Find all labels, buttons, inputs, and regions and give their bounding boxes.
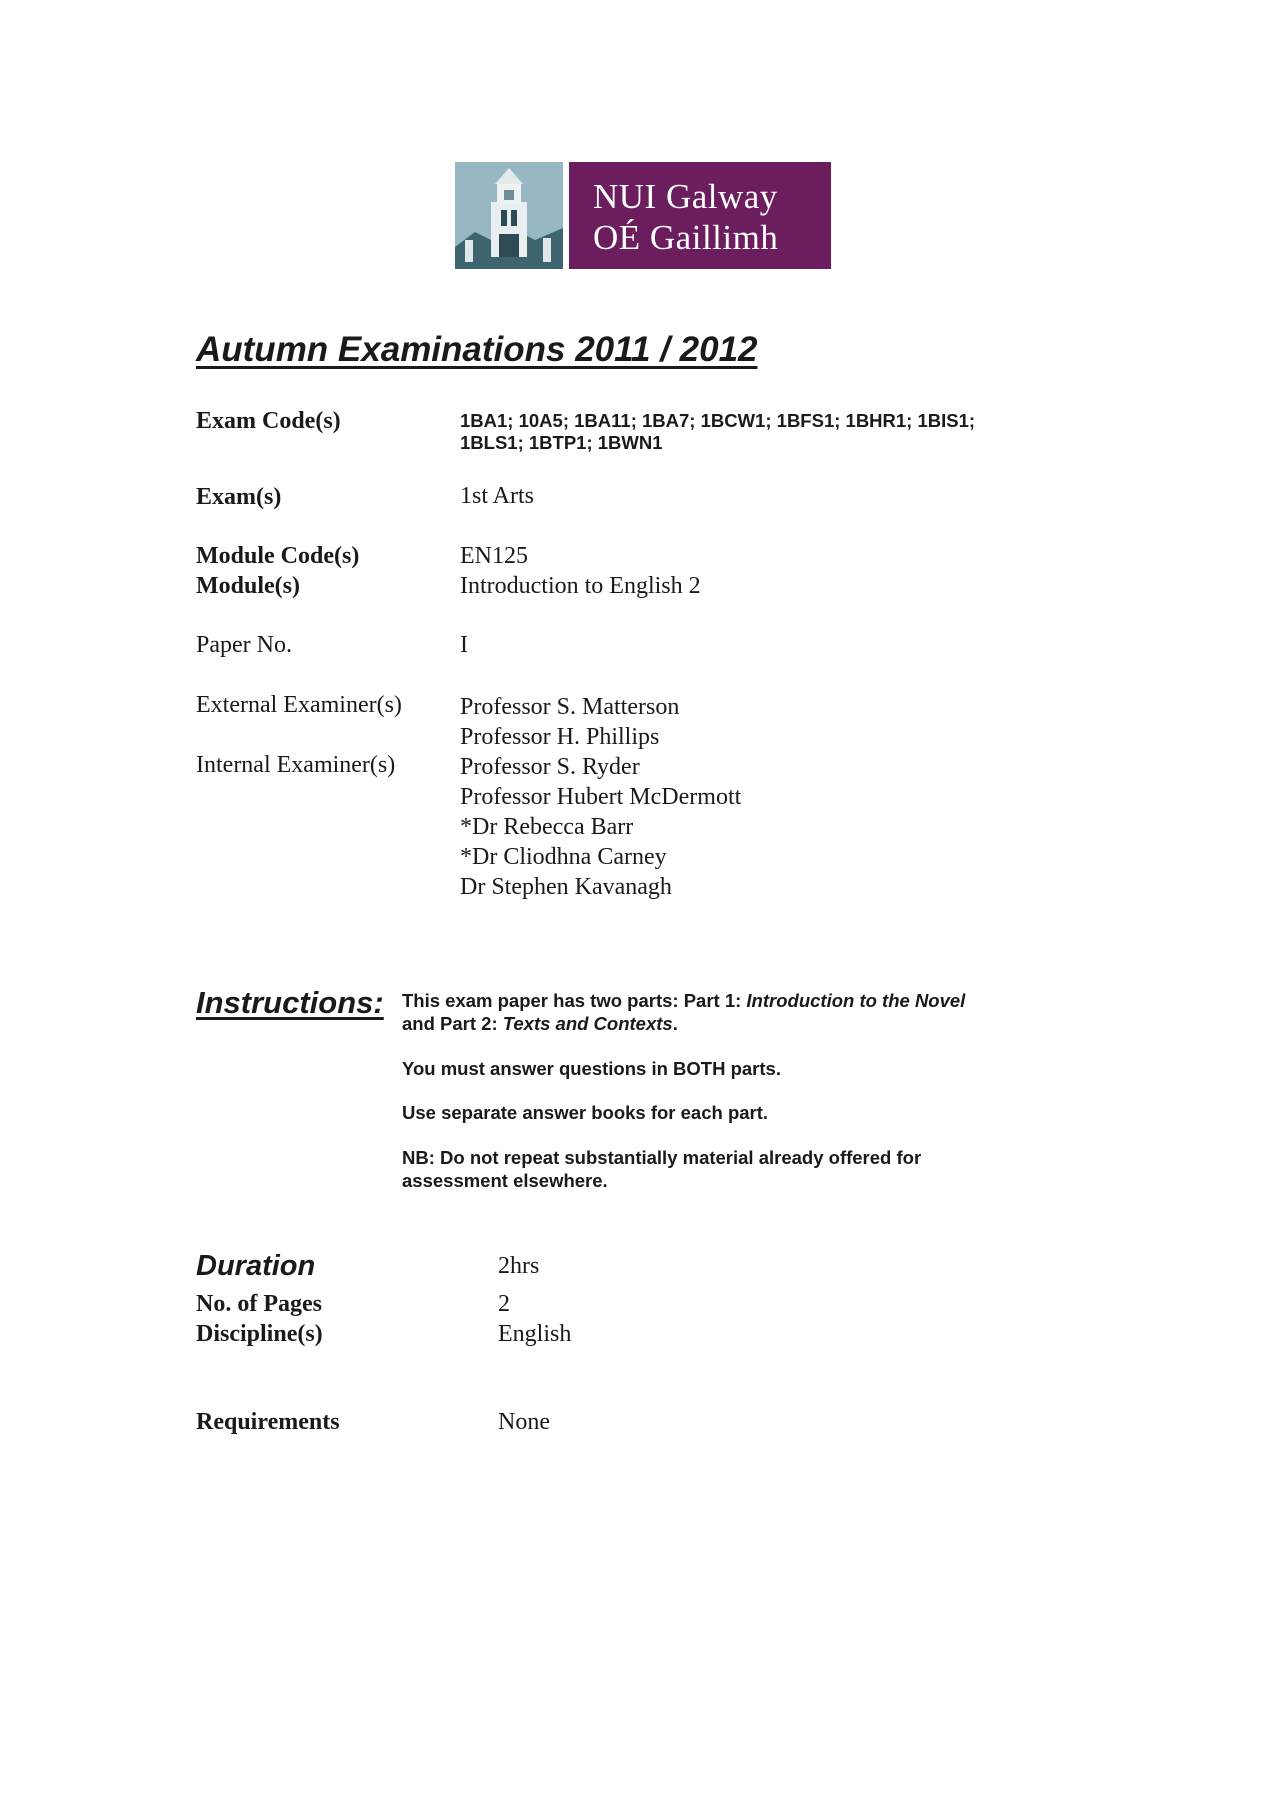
disciplines-label: Discipline(s) — [196, 1321, 323, 1347]
instructions-heading: Instructions: — [196, 985, 384, 1020]
logo-wordmark — [569, 162, 831, 269]
pages-label: No. of Pages — [196, 1291, 322, 1317]
module-codes-value: EN125 — [460, 543, 528, 569]
requirements-label: Requirements — [196, 1409, 340, 1435]
part-1-title: Introduction to the Novel — [746, 990, 966, 1011]
internal-examiner-name: *Dr Rebecca Barr — [460, 814, 634, 840]
internal-examiner-name: Professor Hubert McDermott — [460, 784, 742, 810]
nui-galway-logo — [455, 162, 831, 269]
instructions-text: NB: Do not repeat substantially material already offered for — [402, 1147, 922, 1168]
instructions-paragraph-4 — [402, 1146, 1022, 1192]
duration-label: Duration — [196, 1250, 316, 1282]
external-examiners-list — [460, 692, 679, 752]
exam-title: Autumn Examinations 2011 / 2012 — [196, 330, 758, 369]
internal-examiner-name: *Dr Cliodhna Carney — [460, 844, 667, 870]
instructions-paragraph-3: Use separate answer books for each part. — [402, 1102, 769, 1123]
external-examiner-name: Professor S. Matterson — [460, 694, 680, 720]
exam-codes-line-2: 1BLS1; 1BTP1; 1BWN1 — [460, 432, 663, 453]
exam-codes-label: Exam Code(s) — [196, 408, 341, 434]
paper-no-value: I — [460, 632, 468, 658]
exams-label: Exam(s) — [196, 484, 282, 510]
module-codes-label: Module Code(s) — [196, 543, 360, 569]
modules-value: Introduction to English 2 — [460, 573, 701, 599]
instructions-text: and Part 2: — [402, 1013, 503, 1034]
external-examiner-name: Professor H. Phillips — [460, 724, 660, 750]
instructions-paragraph-2: You must answer questions in BOTH parts. — [402, 1058, 781, 1079]
exams-value: 1st Arts — [460, 483, 535, 509]
instructions-text: assessment elsewhere. — [402, 1170, 608, 1191]
quadrangle-tower-image — [455, 162, 563, 269]
external-examiners-label: External Examiner(s) — [196, 692, 402, 718]
part-2-title: Texts and Contexts — [502, 1013, 673, 1034]
internal-examiners-list — [460, 752, 741, 902]
instructions-paragraph-1 — [402, 989, 1022, 1035]
paper-no-label: Paper No. — [196, 632, 292, 658]
exam-codes-value — [460, 410, 1020, 454]
duration-value: 2hrs — [498, 1253, 540, 1279]
logo-line-irish: OÉ Gaillimh — [593, 218, 779, 257]
internal-examiner-name: Professor S. Ryder — [460, 754, 640, 780]
instructions-text: This exam paper has two parts: Part 1: — [402, 990, 747, 1011]
exam-codes-line-1: 1BA1; 10A5; 1BA11; 1BA7; 1BCW1; 1BFS1; 1BHR1; 1BIS1; — [460, 410, 976, 431]
modules-label: Module(s) — [196, 573, 300, 599]
disciplines-value: English — [498, 1321, 572, 1347]
internal-examiner-name: Dr Stephen Kavanagh — [460, 874, 672, 900]
logo-line-english: NUI Galway — [593, 177, 778, 216]
requirements-value: None — [498, 1409, 550, 1435]
pages-value: 2 — [498, 1291, 510, 1317]
internal-examiners-label: Internal Examiner(s) — [196, 752, 396, 778]
instructions-text: . — [672, 1013, 678, 1034]
